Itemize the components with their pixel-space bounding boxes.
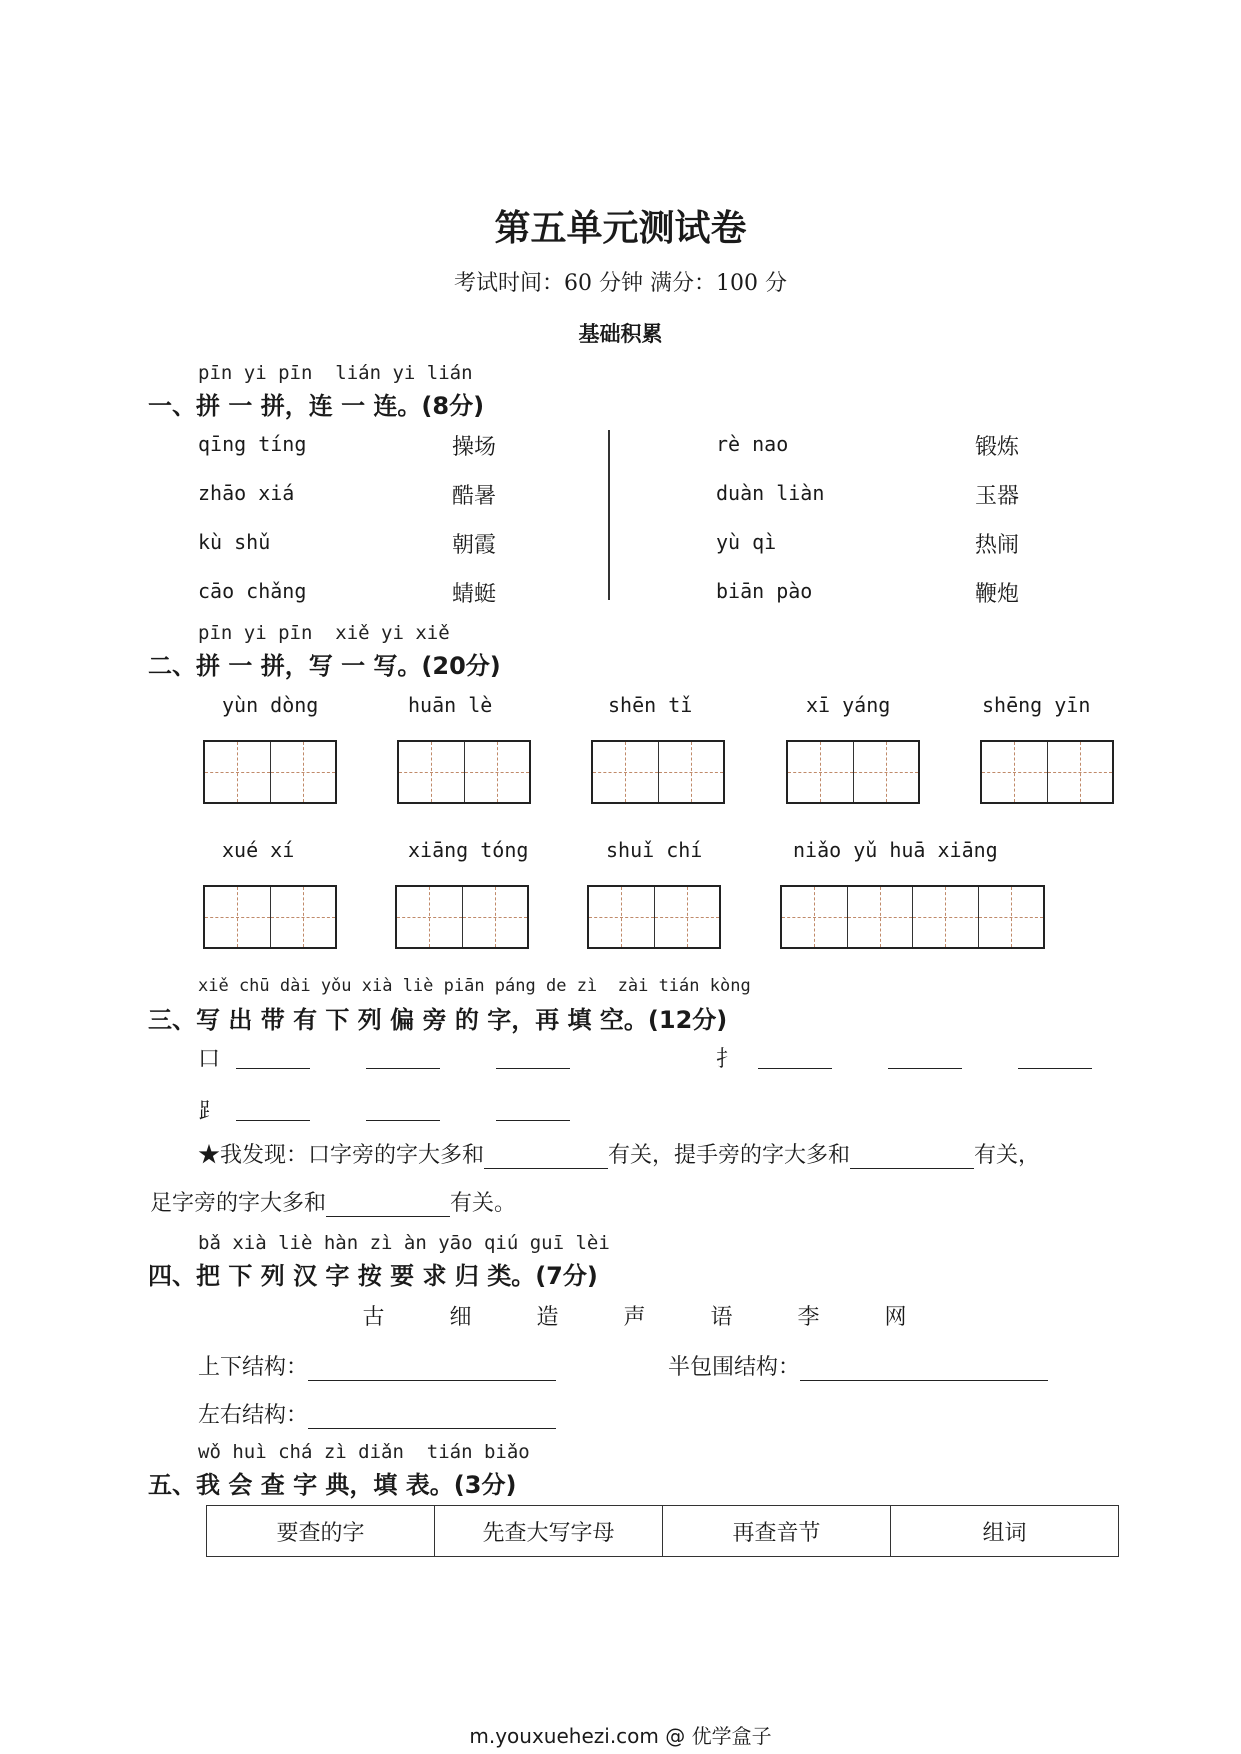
table-header-cell: 要查的字 [207, 1506, 435, 1557]
answer-blank[interactable] [496, 1098, 570, 1121]
q2-pinyin-3: shēn tǐ [608, 693, 693, 717]
writing-grid[interactable] [786, 740, 920, 804]
discovery-text-2: 有关，提手旁的字大多和 [608, 1143, 851, 1168]
table-row [207, 1506, 1119, 1557]
answer-blank[interactable] [366, 1046, 440, 1069]
q1-left-word-4: 蜻蜓 [452, 582, 497, 607]
answer-blank[interactable] [308, 1406, 556, 1429]
q1-heading: 一、拼 一 拼，连 一 连。(8分) [148, 392, 485, 420]
q1-left-word-3: 朝霞 [452, 533, 497, 558]
discovery-text-4: 足字旁的字大多和 [150, 1191, 327, 1216]
radical-mouth: 口 [198, 1047, 221, 1072]
discovery-text-5: 有关。 [450, 1191, 517, 1216]
q3-heading: 三、写 出 带 有 下 列 偏 旁 的 字，再 填 空。(12分) [148, 1006, 728, 1034]
section-heading: 基础积累 [578, 322, 663, 346]
q1-right-word-3: 热闹 [975, 533, 1020, 558]
writing-grid[interactable] [980, 740, 1114, 804]
answer-blank[interactable] [484, 1146, 608, 1169]
q2-pinyin-8: shuǐ chí [606, 838, 703, 862]
char-item: 语 [710, 1305, 733, 1330]
discovery-text-3: 有关， [974, 1143, 1041, 1168]
q5-pinyin: wǒ huì chá zì diǎn tián biǎo [198, 1441, 530, 1463]
q1-left-pinyin-4: cāo chǎng [198, 579, 307, 603]
footer-watermark: m.youxuehezi.com @ 优学盒子 [469, 1724, 772, 1748]
writing-grid[interactable] [591, 740, 725, 804]
q1-pinyin: pīn yi pīn lián yi lián [198, 362, 473, 384]
answer-blank[interactable] [236, 1046, 310, 1069]
answer-blank[interactable] [236, 1098, 310, 1121]
structure-half-enclosure [668, 1350, 1048, 1381]
answer-blank[interactable] [326, 1194, 450, 1217]
char-item: 李 [797, 1305, 820, 1330]
q1-right-pinyin-2: duàn liàn [716, 481, 825, 505]
char-item: 古 [362, 1305, 385, 1330]
q1-right-word-1: 锻炼 [975, 435, 1020, 460]
writing-grid[interactable] [587, 885, 721, 949]
q1-right-pinyin-4: biān pào [716, 579, 813, 603]
answer-blank[interactable] [496, 1046, 570, 1069]
char-item: 造 [536, 1305, 559, 1330]
q1-left-word-2: 酷暑 [452, 484, 497, 509]
writing-grid[interactable] [780, 885, 1045, 949]
table-header-cell: 先查大写字母 [435, 1506, 663, 1557]
answer-blank[interactable] [800, 1358, 1048, 1381]
structure-left-right [198, 1398, 556, 1429]
q1-left-pinyin-1: qīng tíng [198, 432, 307, 456]
q1-right-pinyin-3: yù qì [716, 530, 777, 554]
q2-pinyin-7: xiāng tóng [408, 838, 529, 862]
q1-right-pinyin-1: rè nao [716, 432, 789, 456]
writing-grid[interactable] [395, 885, 529, 949]
answer-blank[interactable] [366, 1098, 440, 1121]
q1-left-pinyin-3: kù shǔ [198, 530, 271, 554]
q2-pinyin-1: yùn dòng [222, 693, 319, 717]
answer-blank[interactable] [758, 1046, 832, 1069]
answer-blank[interactable] [888, 1046, 962, 1069]
q4-heading: 四、把 下 列 汉 字 按 要 求 归 类。(7分) [148, 1262, 598, 1290]
discovery-text-1: ★我发现：口字旁的字大多和 [198, 1143, 485, 1168]
radical-hand: 扌 [716, 1047, 739, 1072]
char-item: 声 [623, 1305, 646, 1330]
divider-line [608, 430, 610, 600]
q5-heading: 五、我 会 查 字 典，填 表。(3分) [148, 1471, 517, 1499]
q2-pinyin-6: xué xí [222, 838, 295, 862]
page-title: 第五单元测试卷 [494, 208, 747, 249]
dictionary-table [206, 1505, 1119, 1557]
radical-foot: ⻊ [198, 1099, 221, 1124]
q2-heading: 二、拼 一 拼，写 一 写。(20分) [148, 652, 501, 680]
answer-blank[interactable] [308, 1358, 556, 1381]
q2-pinyin-5: shēng yīn [982, 693, 1091, 717]
q1-left-pinyin-2: zhāo xiá [198, 481, 295, 505]
structure-top-bottom [198, 1350, 556, 1381]
answer-blank[interactable] [1018, 1046, 1092, 1069]
exam-info: 考试时间：60 分钟 满分：100 分 [454, 271, 787, 296]
writing-grid[interactable] [397, 740, 531, 804]
q1-left-word-1: 操场 [452, 435, 497, 460]
q3-pinyin: xiě chū dài yǒu xià liè piān páng de zì zài tián kòng [198, 976, 751, 996]
q1-right-word-2: 玉器 [975, 484, 1020, 509]
q2-pinyin: pīn yi pīn xiě yi xiě [198, 622, 450, 644]
char-item: 细 [449, 1305, 472, 1330]
table-header-cell: 再查音节 [663, 1506, 891, 1557]
structure-label: 半包围结构： [668, 1355, 801, 1380]
q2-pinyin-4: xī yáng [806, 693, 891, 717]
character-list [330, 1300, 939, 1331]
q1-right-word-4: 鞭炮 [975, 582, 1020, 607]
structure-label: 左右结构： [198, 1403, 309, 1428]
structure-label: 上下结构： [198, 1355, 309, 1380]
writing-grid[interactable] [203, 740, 337, 804]
writing-grid[interactable] [203, 885, 337, 949]
discovery-line-1 [198, 1138, 1040, 1169]
answer-blank[interactable] [850, 1146, 974, 1169]
q2-pinyin-2: huān lè [408, 693, 493, 717]
char-item: 网 [884, 1305, 907, 1330]
table-header-cell: 组词 [891, 1506, 1119, 1557]
discovery-line-2 [150, 1186, 516, 1217]
q4-pinyin: bǎ xià liè hàn zì àn yāo qiú guī lèi [198, 1232, 610, 1254]
q2-pinyin-9: niǎo yǔ huā xiāng [793, 838, 998, 862]
